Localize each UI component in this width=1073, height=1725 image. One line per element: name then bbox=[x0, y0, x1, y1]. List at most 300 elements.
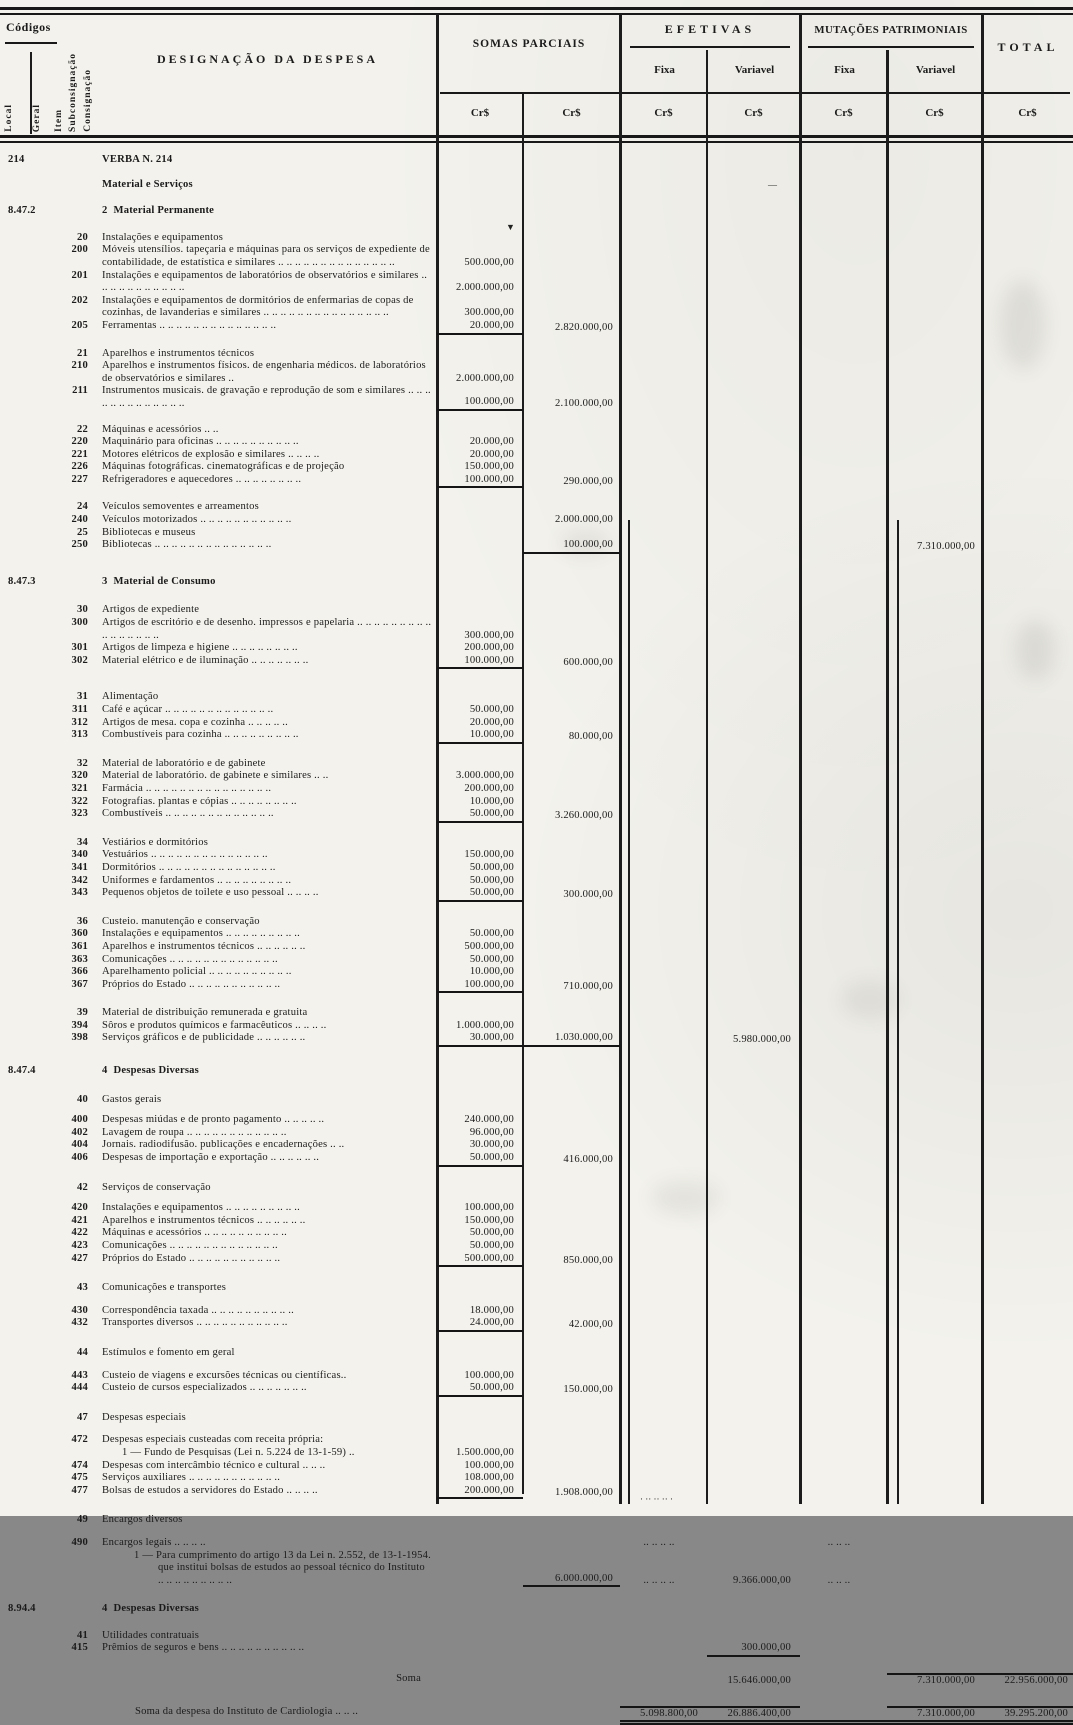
code-cell bbox=[0, 1127, 95, 1140]
code-cell bbox=[0, 1485, 95, 1500]
table-row bbox=[0, 1347, 1073, 1360]
designacao-text: Próprios do Estado .. .. .. .. .. .. .. .. .. .. .. bbox=[102, 978, 281, 990]
code-cell bbox=[0, 424, 95, 437]
designacao-cell bbox=[95, 1282, 437, 1295]
table-row bbox=[0, 691, 1073, 704]
amount-c2: 290.000,00 bbox=[563, 475, 613, 487]
designacao-cell bbox=[95, 1305, 437, 1318]
designacao-text: Combustíveis .. .. .. .. .. .. .. .. .. .. .. .. .. bbox=[102, 808, 274, 820]
amount-c1: 50.000,00 bbox=[469, 953, 514, 965]
designacao-text: Aparelhos e instrumentos físicos. de engenharia médicos. de laboratórios de observatórios e similares .. bbox=[102, 360, 426, 384]
designacao-text: 1 — Para cumprimento do artigo 13 da Lei n. 2.552, de 13-1-1954. que institui bolsas de estudos ao pessoal técnico do Instituto .. .. .. .. .. .. .. .. .. bbox=[134, 1549, 432, 1586]
code-cell bbox=[0, 360, 95, 385]
table-row bbox=[0, 1642, 1073, 1657]
table-header bbox=[0, 0, 1073, 140]
code-cell bbox=[0, 1673, 95, 1688]
designacao-text: Máquinas e acessórios .. .. bbox=[102, 423, 219, 435]
table-row bbox=[0, 1094, 1073, 1107]
amount-tot: 22.956.000,00 bbox=[982, 1673, 1073, 1688]
table-row bbox=[0, 1032, 1073, 1047]
designacao-text: Dormitórios .. .. .. .. .. .. .. .. .. .. .. .. .. .. bbox=[102, 861, 276, 873]
item-code: 420 bbox=[71, 1202, 88, 1214]
designacao-text: VERBA N. 214 bbox=[102, 154, 173, 165]
designacao-cell bbox=[95, 154, 437, 167]
amount-c1: 500.000,00 bbox=[464, 256, 514, 268]
designacao-cell bbox=[95, 449, 437, 462]
amount-c1: 100.000,00 bbox=[437, 979, 523, 994]
designacao-text: Despesas especiais custeadas com receita própria: bbox=[102, 1434, 324, 1446]
designacao-text: Café e açúcar .. .. .. .. .. .. .. .. .. .. .. .. .. bbox=[102, 704, 274, 715]
designacao-cell bbox=[95, 1472, 437, 1485]
amount-c1: 500.000,00 bbox=[437, 1253, 523, 1268]
table-row bbox=[0, 1382, 1073, 1397]
amount-c1: 100.000,00 bbox=[437, 655, 523, 670]
item-code: 394 bbox=[71, 1019, 88, 1031]
crs-c1: Cr$ bbox=[470, 107, 490, 119]
table-row bbox=[0, 1139, 1073, 1152]
designacao-text: Utilidades contratuais bbox=[102, 1629, 200, 1641]
designacao-cell bbox=[95, 928, 437, 941]
col-label-local: Local bbox=[4, 104, 14, 132]
designacao-cell bbox=[95, 887, 437, 902]
designacao-cell bbox=[95, 1202, 437, 1215]
item-code: 36 bbox=[77, 915, 88, 927]
table-row bbox=[0, 360, 1073, 385]
amount-c1: 100.000,00 bbox=[437, 396, 523, 411]
table-row bbox=[0, 244, 1073, 269]
item-code: 472 bbox=[71, 1434, 88, 1446]
table-row bbox=[0, 655, 1073, 670]
designacao-cell bbox=[95, 576, 437, 589]
table-row bbox=[0, 796, 1073, 809]
code-cell bbox=[0, 179, 95, 192]
code-cell bbox=[0, 837, 95, 850]
amount-c2: 2.100.000,00 bbox=[554, 397, 613, 409]
amount-c1: 20.000,00 bbox=[469, 716, 514, 728]
item-code: 427 bbox=[71, 1252, 88, 1264]
amount-c2: 100.000,00 bbox=[523, 539, 620, 554]
amount-c1: 50.000,00 bbox=[437, 1382, 523, 1397]
amount-c1: 100.000,00 bbox=[437, 474, 523, 489]
item-code: 312 bbox=[71, 716, 88, 728]
amount-c1: 10.000,00 bbox=[469, 966, 514, 978]
code-cell bbox=[0, 617, 95, 642]
designacao-text: Bibliotecas e museus bbox=[102, 526, 196, 538]
designacao-cell bbox=[95, 1642, 437, 1657]
codigos-label: Códigos bbox=[6, 20, 51, 34]
designacao-text: Soma bbox=[396, 1673, 421, 1685]
item-code: 474 bbox=[71, 1459, 88, 1471]
designacao-cell bbox=[95, 979, 437, 994]
code-cell bbox=[0, 941, 95, 954]
amount-mv: 7.310.000,00 bbox=[916, 541, 975, 553]
code-cell bbox=[0, 1603, 95, 1616]
designacao-text: Lavagem de roupa .. .. .. .. .. .. .. .. .. .. .. .. bbox=[102, 1126, 287, 1138]
designacao-cell bbox=[95, 1630, 437, 1643]
designacao-text: Despesas Diversas bbox=[113, 1603, 199, 1615]
designacao-text: Máquinas e acessórios .. .. .. .. .. .. .. .. .. .. bbox=[102, 1227, 287, 1239]
designacao-text: Instalações e equipamentos bbox=[102, 231, 224, 243]
table-row bbox=[0, 1673, 1073, 1688]
table-row bbox=[0, 916, 1073, 929]
code-cell bbox=[0, 1020, 95, 1033]
table-row bbox=[0, 729, 1073, 744]
crs-c2: Cr$ bbox=[562, 107, 581, 119]
amount-ef: .. .. .. .. bbox=[643, 1536, 675, 1548]
table-row bbox=[0, 1065, 1073, 1078]
item-code: 477 bbox=[71, 1484, 88, 1496]
code-cell bbox=[0, 1514, 95, 1527]
designacao-cell bbox=[95, 704, 437, 717]
code-cell bbox=[0, 916, 95, 929]
designacao-cell bbox=[95, 205, 437, 218]
designacao-cell bbox=[95, 717, 437, 730]
amount-ef: .. .. .. .. bbox=[643, 1574, 675, 1586]
item-code: 421 bbox=[71, 1214, 88, 1226]
code-cell bbox=[0, 642, 95, 655]
table-row bbox=[0, 1434, 1073, 1459]
amount-c1: 24.000,00 bbox=[437, 1317, 523, 1332]
designacao-cell bbox=[95, 1020, 437, 1033]
designacao-cell bbox=[95, 1065, 437, 1078]
code-cell bbox=[0, 205, 95, 218]
code-cell bbox=[0, 1215, 95, 1228]
table-row bbox=[0, 1537, 1073, 1550]
col-label-geral: Geral bbox=[32, 103, 42, 132]
code-cell bbox=[0, 270, 95, 295]
amount-c1: 300.000,00 bbox=[464, 629, 514, 641]
code-cell bbox=[0, 474, 95, 489]
amount-tot: 39.295.200,00 bbox=[982, 1706, 1073, 1725]
designacao-cell bbox=[95, 1127, 437, 1140]
designacao-cell bbox=[95, 655, 437, 670]
item-code: 202 bbox=[71, 294, 88, 306]
designacao-text: Móveis utensílios. tapeçaria e máquinas para os serviços de expediente de contabilidade, de estatística e similares .. .. .. .. .. .. .. .. .. .. .. .. .. .. bbox=[102, 244, 430, 268]
item-code: 30 bbox=[77, 604, 88, 616]
item-code: 47 bbox=[77, 1411, 88, 1423]
amount-c2: 6.000.000,00 bbox=[523, 1573, 620, 1588]
amount-ev: 300.000,00 bbox=[707, 1642, 800, 1657]
crs-mf: Cr$ bbox=[834, 107, 853, 119]
item-digit: 4 bbox=[102, 1603, 108, 1615]
designacao-cell bbox=[95, 849, 437, 862]
code-cell bbox=[0, 655, 95, 670]
designacao-text: Artigos de limpeza e higiene .. .. .. .. .. .. .. .. bbox=[102, 642, 298, 654]
table-row bbox=[0, 1706, 1073, 1725]
amount-c1: 50.000,00 bbox=[469, 1227, 514, 1239]
code-cell bbox=[0, 1382, 95, 1397]
designacao-cell bbox=[95, 604, 437, 617]
section-code: 214 bbox=[8, 154, 25, 165]
table-row bbox=[0, 704, 1073, 717]
designacao-text: Veículos motorizados .. .. .. .. .. .. .. .. .. .. .. bbox=[102, 514, 292, 526]
codigos-underline bbox=[5, 42, 57, 44]
amount-mf: .. .. .. bbox=[827, 1574, 851, 1586]
amount-c1: 200.000,00 bbox=[464, 642, 514, 654]
designacao-text: Uniformes e fardamentos .. .. .. .. .. .. .. .. .. bbox=[102, 874, 292, 886]
codes-divider bbox=[30, 52, 32, 134]
designacao-text: Artigos de expediente bbox=[102, 604, 200, 616]
code-cell bbox=[0, 461, 95, 474]
code-cell bbox=[0, 1152, 95, 1167]
scan-artifact-glyph: ▼ bbox=[506, 222, 515, 232]
code-cell bbox=[0, 1139, 95, 1152]
item-code: 422 bbox=[71, 1227, 88, 1239]
amount-c2: 1.030.000,00 bbox=[523, 1032, 620, 1047]
amount-c1: 18.000,00 bbox=[469, 1304, 514, 1316]
item-code: 34 bbox=[77, 836, 88, 848]
mutacoes-header: MUTAÇÕES PATRIMONIAIS bbox=[814, 24, 968, 36]
efetivas-fixa-header: Fixa bbox=[654, 64, 675, 76]
code-cell bbox=[0, 232, 95, 245]
designacao-text: Vestiários e dormitórios bbox=[102, 836, 209, 848]
designacao-text: Instalações e equipamentos de laboratórios de observatórios e similares .. .. .. .. .. .. .. .. .. .. .. bbox=[102, 269, 428, 294]
code-cell bbox=[0, 1240, 95, 1253]
table-row bbox=[0, 576, 1073, 589]
scan-artifact-glyph: — bbox=[768, 180, 777, 190]
designacao-text: Custeio de viagens e excursões técnicas ou científicas.. bbox=[102, 1369, 347, 1381]
designacao-cell bbox=[95, 1317, 437, 1332]
designacao-cell bbox=[95, 1347, 437, 1360]
amount-ef: 5.098.800,00 bbox=[620, 1706, 707, 1725]
item-code: 210 bbox=[71, 360, 88, 372]
code-cell bbox=[0, 1347, 95, 1360]
designacao-text: Serviços auxiliares .. .. .. .. .. .. .. .. .. .. .. bbox=[102, 1472, 281, 1484]
designacao-text: Instalações e equipamentos .. .. .. .. .. .. .. .. .. bbox=[102, 928, 301, 940]
designacao-cell bbox=[95, 1434, 437, 1459]
amount-c2: 2.820.000,00 bbox=[554, 321, 613, 333]
table-row bbox=[0, 1182, 1073, 1195]
table-row bbox=[0, 642, 1073, 655]
item-code: 398 bbox=[71, 1032, 88, 1044]
item-code: 406 bbox=[71, 1152, 88, 1164]
designacao-cell bbox=[95, 320, 437, 335]
designacao-text: Custeio de cursos especializados .. .. .. .. .. .. .. bbox=[102, 1382, 307, 1394]
item-code: 221 bbox=[71, 448, 88, 460]
designacao-cell bbox=[95, 436, 437, 449]
code-cell bbox=[0, 887, 95, 902]
designacao-cell bbox=[95, 729, 437, 744]
designacao-cell bbox=[95, 514, 437, 527]
code-cell bbox=[0, 1032, 95, 1047]
designacao-cell bbox=[95, 1412, 437, 1425]
code-cell bbox=[0, 758, 95, 771]
crs-ef: Cr$ bbox=[654, 107, 673, 119]
designacao-cell bbox=[95, 1240, 437, 1253]
item-code: 313 bbox=[71, 729, 88, 741]
item-code: 200 bbox=[71, 244, 88, 256]
designacao-text: Alimentação bbox=[102, 691, 159, 703]
amount-c1: 1.500.000,00 bbox=[455, 1446, 514, 1458]
code-cell bbox=[0, 1642, 95, 1657]
designacao-cell bbox=[95, 966, 437, 979]
amount-c1: 1.000.000,00 bbox=[455, 1019, 514, 1031]
table-row bbox=[0, 758, 1073, 771]
amount-c1: 50.000,00 bbox=[469, 874, 514, 886]
designacao-text: Material elétrico e de iluminação .. .. .. .. .. .. .. bbox=[102, 654, 309, 666]
amount-c1: 3.000.000,00 bbox=[455, 770, 514, 782]
item-code: 323 bbox=[71, 808, 88, 820]
designacao-text: Jornais. radiodifusão. publicações e encadernações .. .. bbox=[102, 1139, 345, 1151]
code-cell bbox=[0, 449, 95, 462]
amount-mv: 7.310.000,00 bbox=[887, 1706, 982, 1725]
amount-c1: 108.000,00 bbox=[464, 1472, 514, 1484]
amount-c2: 150.000,00 bbox=[563, 1384, 613, 1396]
code-cell bbox=[0, 717, 95, 730]
amount-c2: 416.000,00 bbox=[563, 1154, 613, 1166]
designacao-cell bbox=[95, 862, 437, 875]
designacao-text: Material Permanente bbox=[113, 205, 215, 217]
table-row bbox=[0, 862, 1073, 875]
code-cell bbox=[0, 1537, 95, 1550]
designacao-cell bbox=[95, 875, 437, 888]
code-cell bbox=[0, 501, 95, 514]
table-row bbox=[0, 849, 1073, 862]
designacao-text: Material de distribuição remunerada e gratuita bbox=[102, 1007, 308, 1019]
amount-c1: 200.000,00 bbox=[464, 782, 514, 794]
amount-c2: 1.908.000,00 bbox=[554, 1486, 613, 1498]
code-cell bbox=[0, 527, 95, 540]
table-row bbox=[0, 604, 1073, 617]
designacao-text: Comunicações .. .. .. .. .. .. .. .. .. .. .. .. .. bbox=[102, 953, 278, 965]
designacao-cell bbox=[95, 1007, 437, 1020]
item-code: 40 bbox=[77, 1093, 88, 1105]
designacao-text: Artigos de escritório e de desenho. impressos e papelaria .. .. .. .. .. .. .. .. .. .. .. .. .. .. .. .. bbox=[102, 617, 432, 641]
designacao-cell bbox=[95, 1382, 437, 1397]
code-cell bbox=[0, 385, 95, 410]
designacao-text: Encargos diversos bbox=[102, 1514, 183, 1526]
code-cell bbox=[0, 954, 95, 967]
amount-c1: 50.000,00 bbox=[469, 861, 514, 873]
code-cell bbox=[0, 875, 95, 888]
efetivas-header: EFETIVAS bbox=[664, 22, 756, 36]
code-cell bbox=[0, 849, 95, 862]
amount-c1: 50.000,00 bbox=[437, 808, 523, 823]
amount-c1: 300.000,00 bbox=[464, 307, 514, 319]
table-row bbox=[0, 928, 1073, 941]
code-cell bbox=[0, 1460, 95, 1473]
header-rule-2 bbox=[0, 141, 1073, 143]
table-row bbox=[0, 1215, 1073, 1228]
code-cell bbox=[0, 604, 95, 617]
item-code: 343 bbox=[71, 887, 88, 899]
designacao-text-line2: 1 — Fundo de Pesquisas (Lei n. 5.224 de 13-1-59) .. bbox=[122, 1446, 355, 1458]
designacao-text: Aparelhos e instrumentos técnicos .. .. .. .. .. .. bbox=[102, 940, 306, 952]
code-cell bbox=[0, 1630, 95, 1643]
code-cell bbox=[0, 1706, 95, 1725]
amount-c1: 50.000,00 bbox=[469, 1240, 514, 1251]
item-code: 475 bbox=[71, 1472, 88, 1484]
code-cell bbox=[0, 1253, 95, 1268]
amount-ev: 5.980.000,00 bbox=[732, 1034, 791, 1046]
designacao-cell bbox=[95, 1114, 437, 1127]
designacao-cell bbox=[95, 691, 437, 704]
item-code: 432 bbox=[71, 1317, 88, 1329]
designacao-cell bbox=[95, 1253, 437, 1268]
designacao-cell bbox=[95, 527, 437, 540]
amount-c1: 50.000,00 bbox=[437, 887, 523, 902]
code-cell bbox=[0, 576, 95, 589]
designacao-text: Prêmios de seguros e bens .. .. .. .. .. .. .. .. .. .. bbox=[102, 1642, 305, 1654]
item-code: 363 bbox=[71, 953, 88, 965]
crs-mv: Cr$ bbox=[925, 107, 944, 119]
amount-c1: 2.000.000,00 bbox=[455, 282, 514, 294]
item-code: 300 bbox=[71, 617, 88, 629]
item-code: 49 bbox=[77, 1514, 88, 1526]
designacao-text: Sôros e produtos químicos e farmacêuticos .. .. .. .. bbox=[102, 1019, 327, 1031]
table-row bbox=[0, 1020, 1073, 1033]
designacao-text: Artigos de mesa. copa e cozinha .. .. .. .. .. bbox=[102, 716, 289, 728]
code-cell bbox=[0, 348, 95, 361]
item-code: 400 bbox=[71, 1114, 88, 1126]
amount-c1: 20.000,00 bbox=[469, 448, 514, 460]
designacao-cell bbox=[95, 1485, 437, 1500]
col-label-item: Item bbox=[54, 109, 64, 132]
designacao-cell bbox=[95, 1673, 437, 1688]
efetivas-underline bbox=[630, 46, 790, 48]
designacao-cell bbox=[95, 941, 437, 954]
item-code: 20 bbox=[77, 231, 88, 243]
designacao-text: Próprios do Estado .. .. .. .. .. .. .. .. .. .. .. bbox=[102, 1252, 281, 1264]
table-row bbox=[0, 887, 1073, 902]
amount-c1: 50.000,00 bbox=[437, 1152, 523, 1167]
item-code: 41 bbox=[77, 1629, 88, 1641]
designacao-cell bbox=[95, 1215, 437, 1228]
amount-c1: 200.000,00 bbox=[437, 1485, 523, 1500]
table-row bbox=[0, 179, 1073, 192]
table-row bbox=[0, 1240, 1073, 1253]
amount-c2: 850.000,00 bbox=[563, 1254, 613, 1266]
table-row bbox=[0, 1370, 1073, 1383]
amount-c2: 300.000,00 bbox=[563, 889, 613, 901]
code-cell bbox=[0, 1094, 95, 1107]
code-cell bbox=[0, 244, 95, 269]
designacao-cell bbox=[95, 232, 437, 245]
table-row bbox=[0, 1305, 1073, 1318]
designacao-cell bbox=[95, 424, 437, 437]
table-row bbox=[0, 941, 1073, 954]
amount-c1: 150.000,00 bbox=[464, 1214, 514, 1226]
table-row bbox=[0, 436, 1073, 449]
designacao-text: Vestuários .. .. .. .. .. .. .. .. .. .. .. .. .. .. bbox=[102, 849, 268, 861]
designacao-text: Fotografias. plantas e cópias .. .. .. .. .. .. .. .. bbox=[102, 795, 297, 807]
designacao-text: Refrigeradores e aquecedores .. .. .. .. .. .. .. .. bbox=[102, 473, 302, 485]
table-row bbox=[0, 320, 1073, 335]
designacao-header: DESIGNAÇÃO DA DESPESA bbox=[156, 52, 379, 66]
item-code: 360 bbox=[71, 928, 88, 940]
table-row bbox=[0, 837, 1073, 850]
table-row bbox=[0, 783, 1073, 796]
item-code: 342 bbox=[71, 874, 88, 886]
item-code: 341 bbox=[71, 861, 88, 873]
designacao-text: Despesas Diversas bbox=[113, 1065, 199, 1077]
amount-ev: 9.366.000,00 bbox=[732, 1574, 791, 1586]
item-code: 39 bbox=[77, 1007, 88, 1019]
code-cell bbox=[0, 796, 95, 809]
item-code: 43 bbox=[77, 1282, 88, 1294]
code-cell bbox=[0, 1305, 95, 1318]
amount-c2: 42.000,00 bbox=[568, 1319, 613, 1331]
designacao-cell bbox=[95, 295, 437, 320]
designacao-cell bbox=[95, 642, 437, 655]
designacao-text: Transportes diversos .. .. .. .. .. .. .. .. .. .. .. bbox=[102, 1317, 288, 1329]
amount-ev: 15.646.000,00 bbox=[727, 1675, 791, 1687]
designacao-cell bbox=[95, 1514, 437, 1527]
table-row bbox=[0, 1412, 1073, 1425]
designacao-text: Maquinário para oficinas .. .. .. .. .. .. .. .. .. .. bbox=[102, 436, 299, 448]
designacao-cell bbox=[95, 385, 437, 410]
code-cell bbox=[0, 691, 95, 704]
